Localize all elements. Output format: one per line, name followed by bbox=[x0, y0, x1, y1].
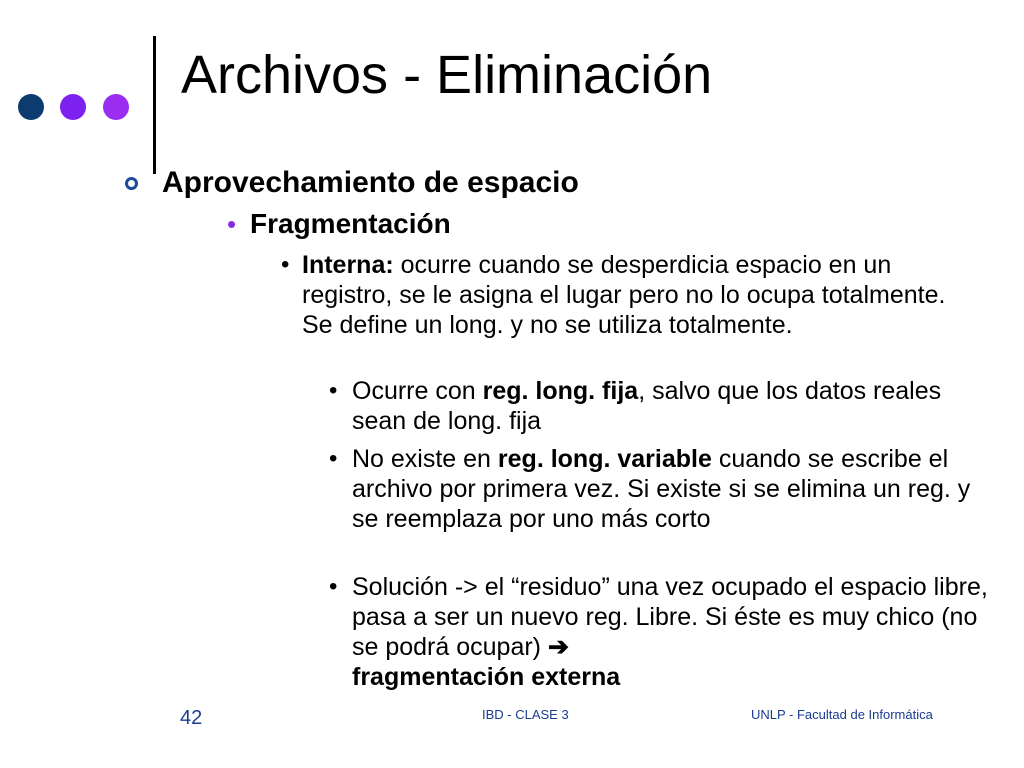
bullet-level4-item bbox=[352, 572, 1002, 692]
bullet-dot-icon: • bbox=[329, 445, 338, 472]
dark-blue-dot-icon bbox=[18, 94, 44, 120]
ring-bullet-icon bbox=[125, 177, 138, 190]
footer-institution: UNLP - Facultad de Informática bbox=[751, 707, 933, 722]
bullet-dot-icon: • bbox=[329, 377, 338, 404]
bullet-text: No existe en bbox=[352, 445, 498, 473]
bullet-bold-text: reg. long. fija bbox=[482, 377, 639, 405]
bullet-level3 bbox=[302, 250, 982, 340]
bullet-dot-icon: • bbox=[281, 251, 290, 278]
bullet-level1: Aprovechamiento de espacio bbox=[162, 166, 579, 199]
bullet-text: cuando se escribe el archivo por primera vez. Si existe si se elimina un reg. y se reemplaza por uno más corto bbox=[352, 445, 971, 533]
page-number: 42 bbox=[180, 707, 203, 729]
bullet-level4-item bbox=[352, 444, 1002, 534]
footer-course: IBD - CLASE 3 bbox=[482, 707, 569, 722]
bullet-text: Solución -> el “residuo” una vez ocupado el espacio libre, pasa a ser un nuevo reg. Libre. Si éste es muy chico (no se podrá ocupar) bbox=[352, 573, 988, 661]
slide-title: Archivos - Eliminación bbox=[181, 45, 713, 105]
bullet-bold-text: reg. long. variable bbox=[497, 445, 712, 473]
violet-dot-icon bbox=[103, 94, 129, 120]
bullet-level3-text: ocurre cuando se desperdicia espacio en un registro, se le asigna el lugar pero no lo ocupa totalmente. Se define un long. y no se utiliza totalmente. bbox=[302, 251, 946, 339]
purple-dot-icon bbox=[60, 94, 86, 120]
bullet-level4-item bbox=[352, 376, 1002, 436]
bullet-text: Ocurre con bbox=[352, 377, 483, 405]
bullet-dot-icon: • bbox=[329, 573, 338, 600]
bullet-text: , salvo que los datos reales sean de long. fija bbox=[352, 377, 942, 435]
title-divider-line bbox=[153, 36, 156, 174]
bullet-bold-text: fragmentación externa bbox=[352, 663, 621, 691]
bullet-level2: Fragmentación bbox=[250, 208, 451, 239]
right-arrow-icon: ➔ bbox=[547, 633, 569, 661]
bullet-level3-bold: Interna: bbox=[302, 251, 394, 279]
purple-bullet-icon: • bbox=[227, 209, 237, 239]
